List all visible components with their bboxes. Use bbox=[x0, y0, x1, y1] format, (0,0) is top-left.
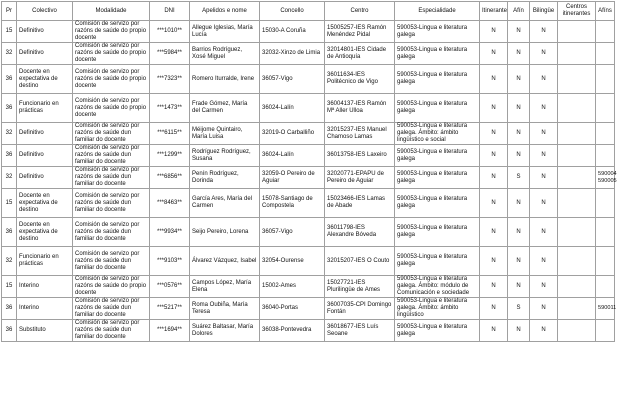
cell-centros-itinerantes bbox=[558, 123, 596, 145]
cell-colectivo: Interino bbox=[17, 298, 73, 320]
cell-centros-itinerantes bbox=[558, 94, 596, 123]
cell-bilingue: N bbox=[530, 276, 558, 298]
cell-centro: 36018677-IES Luís Seoane bbox=[325, 320, 395, 342]
cell-concello: 36040-Portas bbox=[260, 298, 325, 320]
cell-afin: N bbox=[508, 123, 530, 145]
cell-especialidade: 590053-Lingua e literatura galega. Ámbito: ámbito lingüístico bbox=[395, 298, 480, 320]
cell-nome: Penín Rodríguez, Dorinda bbox=[190, 167, 260, 189]
cell-afin: N bbox=[508, 247, 530, 276]
table-row bbox=[2, 65, 615, 94]
cell-itinerante: N bbox=[480, 123, 508, 145]
cell-itinerante: N bbox=[480, 247, 508, 276]
cell-dni: ***9934** bbox=[150, 218, 190, 247]
cell-afin: N bbox=[508, 320, 530, 342]
cell-concello: 32054-Ourense bbox=[260, 247, 325, 276]
cell-concello: 15002-Ames bbox=[260, 276, 325, 298]
cell-bilingue: N bbox=[530, 320, 558, 342]
cell-centro: 36007035-CPI Domingo Fontán bbox=[325, 298, 395, 320]
cell-bilingue: N bbox=[530, 298, 558, 320]
cell-bilingue: N bbox=[530, 218, 558, 247]
cell-itinerante: N bbox=[480, 218, 508, 247]
cell-nome: Seijo Pereiro, Lorena bbox=[190, 218, 260, 247]
cell-afin: S bbox=[508, 167, 530, 189]
cell-afin: S bbox=[508, 298, 530, 320]
cell-centro: 36011634-IES Politécnico de Vigo bbox=[325, 65, 395, 94]
cell-centros-itinerantes bbox=[558, 167, 596, 189]
cell-nome: Álvarez Vázquez, Isabel bbox=[190, 247, 260, 276]
cell-nome: Barrios Rodríguez, Xosé Miguel bbox=[190, 43, 260, 65]
cell-centro: 15027721-IES Plurilingüe de Ames bbox=[325, 276, 395, 298]
cell-colectivo: Docente en expectativa de destino bbox=[17, 218, 73, 247]
col-header-concello: Concello bbox=[260, 2, 325, 21]
cell-pr: 15 bbox=[2, 21, 17, 43]
cell-dni: ***6115** bbox=[150, 123, 190, 145]
cell-nome: Rodríguez Rodríguez, Susana bbox=[190, 145, 260, 167]
cell-centros-itinerantes bbox=[558, 65, 596, 94]
cell-afins bbox=[596, 21, 615, 43]
cell-modalidade: Comisión de servizo por razóns de saúde do propio docente bbox=[73, 65, 150, 94]
cell-concello: 36024-Lalín bbox=[260, 94, 325, 123]
cell-colectivo: Definitivo bbox=[17, 167, 73, 189]
cell-colectivo: Definitivo bbox=[17, 43, 73, 65]
table-row bbox=[2, 276, 615, 298]
table-row bbox=[2, 21, 615, 43]
cell-especialidade: 590053-Lingua e literatura galega bbox=[395, 189, 480, 218]
cell-bilingue: N bbox=[530, 123, 558, 145]
cell-afin: N bbox=[508, 43, 530, 65]
cell-modalidade: Comisión de servizo por razóns de saúde dun familiar do docente bbox=[73, 247, 150, 276]
cell-afin: N bbox=[508, 145, 530, 167]
cell-bilingue: N bbox=[530, 65, 558, 94]
cell-bilingue: N bbox=[530, 189, 558, 218]
cell-concello: 32019-O Carballiño bbox=[260, 123, 325, 145]
col-header-modalidade: Modalidade bbox=[73, 2, 150, 21]
cell-concello: 32032-Xinzo de Limia bbox=[260, 43, 325, 65]
cell-centros-itinerantes bbox=[558, 276, 596, 298]
cell-bilingue: N bbox=[530, 247, 558, 276]
cell-afins bbox=[596, 247, 615, 276]
cell-dni: ***0576** bbox=[150, 276, 190, 298]
table-header-row bbox=[2, 2, 615, 21]
document-page bbox=[1, 1, 617, 409]
col-header-especialidade: Especialidade bbox=[395, 2, 480, 21]
cell-dni: ***9103** bbox=[150, 247, 190, 276]
cell-pr: 15 bbox=[2, 189, 17, 218]
cell-nome: Frade Gómez, María del Carmen bbox=[190, 94, 260, 123]
cell-colectivo: Docente en expectativa de destino bbox=[17, 65, 73, 94]
cell-bilingue: N bbox=[530, 94, 558, 123]
table-row bbox=[2, 145, 615, 167]
cell-centro: 32015207-IES O Couto bbox=[325, 247, 395, 276]
cell-centro: 15005257-IES Ramón Menéndez Pidal bbox=[325, 21, 395, 43]
cell-afins bbox=[596, 189, 615, 218]
col-header-afin: Afín bbox=[508, 2, 530, 21]
cell-concello: 36024-Lalín bbox=[260, 145, 325, 167]
cell-dni: ***5217** bbox=[150, 298, 190, 320]
cell-modalidade: Comisión de servizo por razóns de saúde do propio docente bbox=[73, 43, 150, 65]
cell-dni: ***7323** bbox=[150, 65, 190, 94]
cell-centros-itinerantes bbox=[558, 298, 596, 320]
table-row bbox=[2, 320, 615, 342]
cell-pr: 15 bbox=[2, 276, 17, 298]
cell-colectivo: Interino bbox=[17, 276, 73, 298]
assignments-table bbox=[1, 1, 615, 342]
cell-itinerante: N bbox=[480, 43, 508, 65]
col-header-itinerante: Itinerante bbox=[480, 2, 508, 21]
cell-centros-itinerantes bbox=[558, 43, 596, 65]
col-header-bilingue: Bilingüe bbox=[530, 2, 558, 21]
cell-nome: Suárez Baltasar, María Dolores bbox=[190, 320, 260, 342]
cell-afins bbox=[596, 94, 615, 123]
cell-especialidade: 590053-Lingua e literatura galega bbox=[395, 218, 480, 247]
cell-pr: 32 bbox=[2, 123, 17, 145]
cell-especialidade: 590053-Lingua e literatura galega. Ámbito: módulo de Comunicación e sociedade bbox=[395, 276, 480, 298]
cell-afins bbox=[596, 43, 615, 65]
cell-pr: 36 bbox=[2, 298, 17, 320]
col-header-dni: DNI bbox=[150, 2, 190, 21]
cell-itinerante: N bbox=[480, 21, 508, 43]
cell-nome: Roma Oubiña, María Teresa bbox=[190, 298, 260, 320]
cell-especialidade: 590053-Lingua e literatura galega bbox=[395, 65, 480, 94]
cell-itinerante: N bbox=[480, 167, 508, 189]
cell-itinerante: N bbox=[480, 145, 508, 167]
table-body bbox=[2, 21, 615, 342]
cell-afins: 590011 bbox=[596, 298, 615, 320]
cell-itinerante: N bbox=[480, 276, 508, 298]
cell-nome: Allegue Iglesias, María Lucía bbox=[190, 21, 260, 43]
cell-pr: 32 bbox=[2, 247, 17, 276]
cell-afins bbox=[596, 320, 615, 342]
cell-nome: Campos López, María Elena bbox=[190, 276, 260, 298]
cell-centros-itinerantes bbox=[558, 21, 596, 43]
cell-modalidade: Comisión de servizo por razóns de saúde dun familiar do docente bbox=[73, 298, 150, 320]
cell-centro: 36004137-IES Ramón Mª Aller Ulloa bbox=[325, 94, 395, 123]
cell-centro: 36013758-IES Laxeiro bbox=[325, 145, 395, 167]
cell-afins: 590004 590005 bbox=[596, 167, 615, 189]
table-row bbox=[2, 247, 615, 276]
cell-concello: 36057-Vigo bbox=[260, 65, 325, 94]
cell-bilingue: N bbox=[530, 21, 558, 43]
cell-centro: 32014801-IES Cidade de Antioquía bbox=[325, 43, 395, 65]
cell-afin: N bbox=[508, 218, 530, 247]
table-row bbox=[2, 94, 615, 123]
cell-centros-itinerantes bbox=[558, 218, 596, 247]
cell-dni: ***1010** bbox=[150, 21, 190, 43]
cell-concello: 15078-Santiago de Compostela bbox=[260, 189, 325, 218]
cell-dni: ***5984** bbox=[150, 43, 190, 65]
cell-centro: 36011798-IES Alexandre Bóveda bbox=[325, 218, 395, 247]
cell-centros-itinerantes bbox=[558, 247, 596, 276]
cell-modalidade: Comisión de servizo por razóns de saúde dun familiar do docente bbox=[73, 218, 150, 247]
cell-afin: N bbox=[508, 21, 530, 43]
cell-colectivo: Funcionario en prácticas bbox=[17, 94, 73, 123]
cell-bilingue: N bbox=[530, 43, 558, 65]
cell-centro: 32020771-EPAPU de Pereiro de Aguiar bbox=[325, 167, 395, 189]
cell-pr: 36 bbox=[2, 65, 17, 94]
cell-afin: N bbox=[508, 65, 530, 94]
cell-afins bbox=[596, 145, 615, 167]
col-header-afins: Afíns bbox=[596, 2, 615, 21]
cell-concello: 36057-Vigo bbox=[260, 218, 325, 247]
col-header-colectivo: Colectivo bbox=[17, 2, 73, 21]
cell-centro: 32015237-IES Manuel Chamoso Lamas bbox=[325, 123, 395, 145]
table-row bbox=[2, 167, 615, 189]
cell-dni: ***8463** bbox=[150, 189, 190, 218]
table-row bbox=[2, 189, 615, 218]
cell-bilingue: N bbox=[530, 145, 558, 167]
cell-dni: ***1473** bbox=[150, 94, 190, 123]
cell-centro: 15023466-IES Lamas de Abade bbox=[325, 189, 395, 218]
table-row bbox=[2, 123, 615, 145]
cell-itinerante: N bbox=[480, 189, 508, 218]
cell-dni: ***1694** bbox=[150, 320, 190, 342]
cell-centros-itinerantes bbox=[558, 320, 596, 342]
cell-pr: 32 bbox=[2, 43, 17, 65]
cell-modalidade: Comisión de servizo por razóns de saúde dun familiar do docente bbox=[73, 167, 150, 189]
cell-especialidade: 590053-Lingua e literatura galega bbox=[395, 320, 480, 342]
cell-especialidade: 590053-Lingua e literatura galega bbox=[395, 94, 480, 123]
cell-itinerante: N bbox=[480, 94, 508, 123]
cell-especialidade: 590053-Lingua e literatura galega. Ámbito: ámbito lingüístico e social bbox=[395, 123, 480, 145]
cell-concello: 36038-Pontevedra bbox=[260, 320, 325, 342]
cell-afins bbox=[596, 65, 615, 94]
cell-modalidade: Comisión de servizo por razóns de saúde do propio docente bbox=[73, 276, 150, 298]
cell-nome: García Ares, María del Carmen bbox=[190, 189, 260, 218]
cell-colectivo: Definitivo bbox=[17, 123, 73, 145]
table-row bbox=[2, 43, 615, 65]
cell-pr: 32 bbox=[2, 167, 17, 189]
col-header-apelidos: Apelidos e nome bbox=[190, 2, 260, 21]
cell-itinerante: N bbox=[480, 320, 508, 342]
cell-pr: 36 bbox=[2, 145, 17, 167]
cell-modalidade: Comisión de servizo por razóns de saúde do propio docente bbox=[73, 21, 150, 43]
col-header-pr: Pr bbox=[2, 2, 17, 21]
cell-modalidade: Comisión de servizo por razóns de saúde dun familiar do docente bbox=[73, 320, 150, 342]
cell-pr: 36 bbox=[2, 320, 17, 342]
cell-nome: Méijome Quintairo, María Luisa bbox=[190, 123, 260, 145]
table-row bbox=[2, 218, 615, 247]
cell-especialidade: 590053-Lingua e literatura galega bbox=[395, 145, 480, 167]
cell-dni: ***1299** bbox=[150, 145, 190, 167]
cell-itinerante: N bbox=[480, 65, 508, 94]
cell-especialidade: 590053-Lingua e literatura galega bbox=[395, 247, 480, 276]
cell-especialidade: 590053-Lingua e literatura galega bbox=[395, 21, 480, 43]
cell-centros-itinerantes bbox=[558, 145, 596, 167]
cell-nome: Romero Iturralde, Irene bbox=[190, 65, 260, 94]
cell-colectivo: Funcionario en prácticas bbox=[17, 247, 73, 276]
cell-itinerante: N bbox=[480, 298, 508, 320]
cell-colectivo: Docente en expectativa de destino bbox=[17, 189, 73, 218]
cell-modalidade: Comisión de servizo por razóns de saúde dun familiar do docente bbox=[73, 189, 150, 218]
cell-afin: N bbox=[508, 94, 530, 123]
cell-modalidade: Comisión de servizo por razóns de saúde dun familiar do docente bbox=[73, 123, 150, 145]
cell-colectivo: Substituto bbox=[17, 320, 73, 342]
cell-colectivo: Definitivo bbox=[17, 21, 73, 43]
cell-pr: 36 bbox=[2, 218, 17, 247]
col-header-centros-itinerantes: Centros itinerantes bbox=[558, 2, 596, 21]
cell-pr: 36 bbox=[2, 94, 17, 123]
cell-centros-itinerantes bbox=[558, 189, 596, 218]
cell-afins bbox=[596, 123, 615, 145]
cell-especialidade: 590053-Lingua e literatura galega bbox=[395, 43, 480, 65]
table-row bbox=[2, 298, 615, 320]
cell-afins bbox=[596, 276, 615, 298]
cell-modalidade: Comisión de servizo por razóns de saúde dun familiar do docente bbox=[73, 145, 150, 167]
cell-modalidade: Comisión de servizo por razóns de saúde do propio docente bbox=[73, 94, 150, 123]
cell-afin: N bbox=[508, 189, 530, 218]
cell-bilingue: N bbox=[530, 167, 558, 189]
cell-especialidade: 590053-Lingua e literatura galega bbox=[395, 167, 480, 189]
cell-concello: 15030-A Coruña bbox=[260, 21, 325, 43]
cell-colectivo: Definitivo bbox=[17, 145, 73, 167]
cell-afin: N bbox=[508, 276, 530, 298]
col-header-centro: Centro bbox=[325, 2, 395, 21]
cell-afins bbox=[596, 218, 615, 247]
cell-concello: 32059-O Pereiro de Aguiar bbox=[260, 167, 325, 189]
cell-dni: ***6856** bbox=[150, 167, 190, 189]
